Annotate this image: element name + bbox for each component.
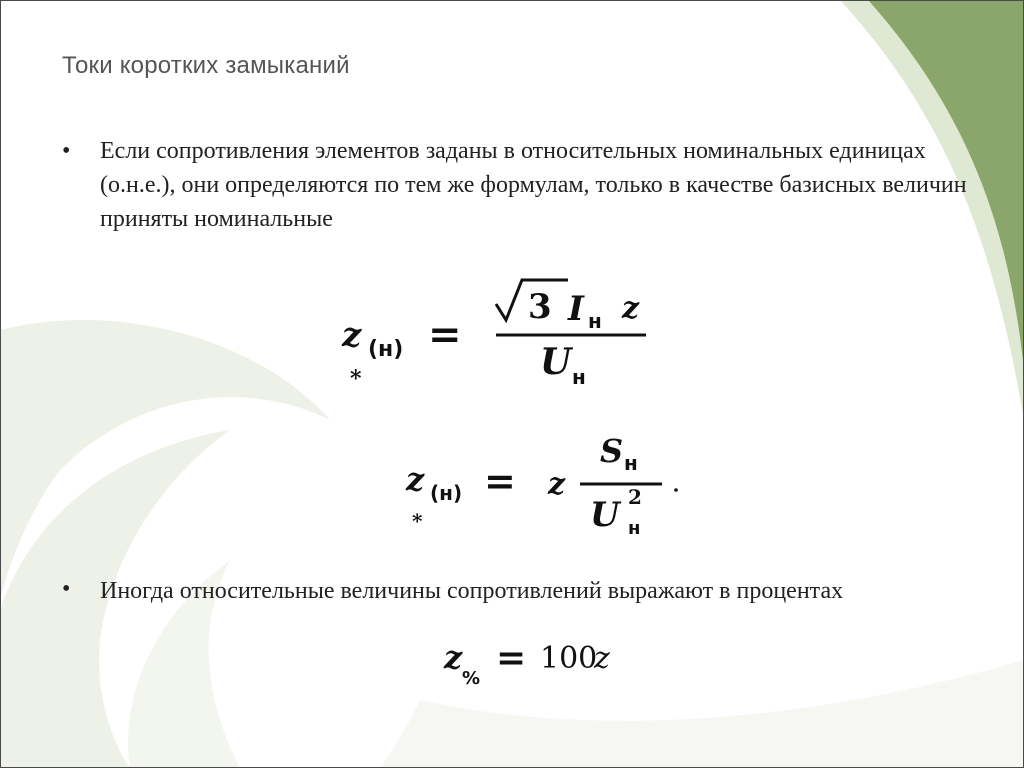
bullet-marker: • (62, 138, 71, 164)
f2-lhs-sub: (н) (430, 481, 463, 505)
f2-factor-z: z (548, 467, 566, 502)
f1-root: 3 (528, 287, 552, 327)
f3-equals: = (496, 637, 527, 679)
f2-lhs: z (406, 460, 425, 498)
bullet-marker: • (62, 576, 71, 602)
formula-relative-impedance-power (400, 424, 690, 554)
bullet-text-2: Иногда относительные величины сопротивлений выражают в процентах (100, 578, 844, 604)
f2-den-u-sub: н (628, 518, 641, 539)
formula-percent-impedance (440, 628, 630, 692)
f2-equals: = (484, 458, 516, 503)
f1-num-z: z (622, 291, 640, 326)
f1-num-i-sub: н (588, 309, 602, 333)
f1-den-u-sub: н (572, 365, 586, 389)
f2-den-u: U (590, 495, 620, 535)
f2-star: * (412, 509, 423, 533)
slide-title: Токи коротких замыканий (62, 52, 350, 79)
f1-star: * (350, 366, 362, 392)
f2-den-u-sup: 2 (628, 485, 642, 509)
f1-den-u: U (540, 341, 572, 383)
formula-relative-impedance-current (336, 262, 666, 402)
f3-lhs-sub: % (462, 668, 481, 689)
f3-rhs-num: 100 (540, 641, 598, 676)
f1-equals: = (428, 311, 462, 358)
f1-lhs: z (342, 315, 362, 355)
bullet-text-1: Если сопротивления элементов заданы в относительных номинальных единицах (о.н.е.), они определяются по тем же формулам, только в качестве базисных величин приняты номинальные (100, 138, 967, 232)
f2-num-s: S (600, 432, 624, 470)
f3-lhs: z (444, 638, 463, 676)
f1-num-i: I (568, 289, 584, 329)
f2-comma-dot (674, 488, 678, 492)
f1-lhs-sub: (н) (368, 337, 404, 362)
f2-num-s-sub: н (624, 451, 638, 475)
f3-rhs-var: z (594, 641, 610, 676)
